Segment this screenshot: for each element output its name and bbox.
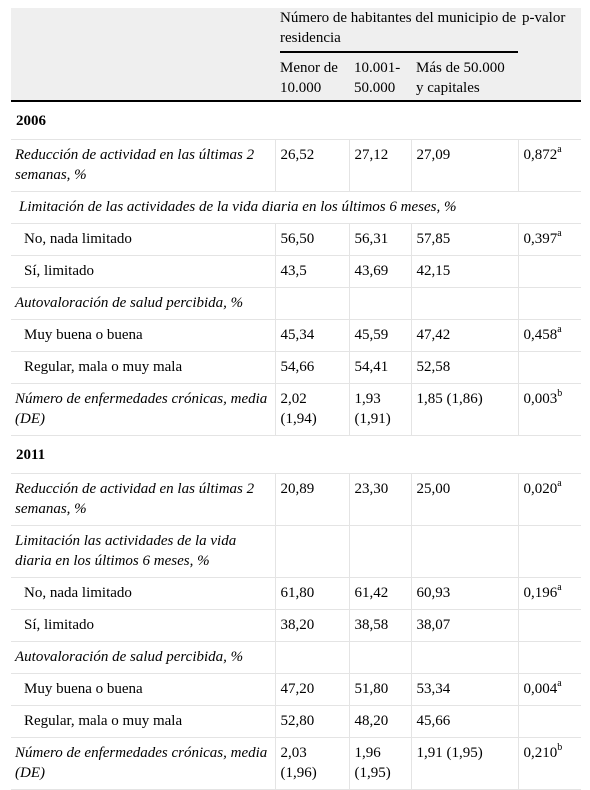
- cell-value-3: 57,85: [411, 224, 518, 256]
- cell-value-2: [349, 526, 411, 578]
- cell-value-3: 42,15: [411, 256, 518, 288]
- row-label: Reducción de actividad en las últimas 2 semanas, %: [11, 140, 275, 192]
- row-label: No, nada limitado: [11, 224, 275, 256]
- table-row: [11, 578, 581, 610]
- cell-value-1: [275, 642, 349, 674]
- pvalue-footnote-mark: a: [557, 228, 562, 239]
- data-table: [11, 8, 581, 790]
- cell-value-2: 51,80: [349, 674, 411, 706]
- table-row: [11, 140, 581, 192]
- cell-value-3: [411, 526, 518, 578]
- cell-value-1: 45,34: [275, 320, 349, 352]
- cell-value-3: 1,85 (1,86): [411, 384, 518, 436]
- pvalue-text: 0,397: [523, 231, 558, 247]
- pvalue-footnote-mark: b: [557, 742, 563, 753]
- row-label: Limitación de las actividades de la vida diaria en los últimos 6 meses, %: [11, 192, 581, 224]
- pvalue-footnote-mark: a: [557, 678, 562, 689]
- table-row: [11, 256, 581, 288]
- cell-value-2: [349, 642, 411, 674]
- pvalue-text: 0,196: [523, 585, 558, 601]
- pvalue-footnote-mark: b: [557, 388, 563, 399]
- cell-value-1: 56,50: [275, 224, 349, 256]
- cell-value-1: 43,5: [275, 256, 349, 288]
- table-row: [11, 610, 581, 642]
- cell-value-1: 54,66: [275, 352, 349, 384]
- cell-pvalue: [518, 320, 581, 352]
- cell-value-1: 52,80: [275, 706, 349, 738]
- cell-value-3: 45,66: [411, 706, 518, 738]
- cell-value-1: 26,52: [275, 140, 349, 192]
- row-label: Número de enfermedades crónicas, media (DE): [11, 384, 275, 436]
- pvalue-text: 0,458: [523, 327, 558, 343]
- cell-value-1: 2,02 (1,94): [275, 384, 349, 436]
- cell-value-2: 1,96 (1,95): [349, 738, 411, 790]
- table-header: [11, 8, 581, 101]
- row-label: Reducción de actividad en las últimas 2 semanas, %: [11, 474, 275, 526]
- pvalue-footnote-mark: a: [557, 582, 562, 593]
- column-header-medium: 10.001-50.000: [354, 60, 401, 96]
- table-row: [11, 320, 581, 352]
- cell-value-2: 48,20: [349, 706, 411, 738]
- cell-value-2: 38,58: [349, 610, 411, 642]
- cell-pvalue: [518, 140, 581, 192]
- column-header-large: Más de 50.000 y capitales: [416, 60, 505, 96]
- pvalue-text: 0,210: [523, 745, 558, 761]
- cell-value-2: 56,31: [349, 224, 411, 256]
- pvalue-text: 0,003: [523, 391, 558, 407]
- table-row: [11, 642, 581, 674]
- cell-value-1: 38,20: [275, 610, 349, 642]
- pvalue-text: 0,872: [523, 147, 558, 163]
- cell-value-3: 25,00: [411, 474, 518, 526]
- row-label: No, nada limitado: [11, 578, 275, 610]
- table-row: [11, 738, 581, 790]
- table-row: [11, 526, 581, 578]
- row-label: Sí, limitado: [11, 610, 275, 642]
- cell-value-3: 1,91 (1,95): [411, 738, 518, 790]
- cell-pvalue: [518, 384, 581, 436]
- cell-pvalue: [518, 256, 581, 288]
- cell-value-2: 27,12: [349, 140, 411, 192]
- year-heading: 2011: [11, 436, 581, 474]
- table-row: [11, 474, 581, 526]
- row-label: Limitación las actividades de la vida diaria en los últimos 6 meses, %: [11, 526, 275, 578]
- row-label: Autovaloración de salud percibida, %: [11, 288, 275, 320]
- cell-value-2: 43,69: [349, 256, 411, 288]
- cell-value-2: [349, 288, 411, 320]
- cell-pvalue: [518, 352, 581, 384]
- cell-value-3: [411, 288, 518, 320]
- table-row: [11, 288, 581, 320]
- cell-value-1: 61,80: [275, 578, 349, 610]
- cell-value-2: 61,42: [349, 578, 411, 610]
- year-heading: 2006: [11, 101, 581, 140]
- pvalue-footnote-mark: a: [557, 324, 562, 335]
- pvalue-text: 0,004: [523, 681, 558, 697]
- cell-pvalue: [518, 224, 581, 256]
- table-row: [11, 352, 581, 384]
- table-row: [11, 224, 581, 256]
- row-label: Número de enfermedades crónicas, media (DE): [11, 738, 275, 790]
- group-header: Número de habitantes del municipio de residencia: [280, 8, 518, 53]
- cell-pvalue: [518, 288, 581, 320]
- cell-pvalue: [518, 674, 581, 706]
- row-label: Sí, limitado: [11, 256, 275, 288]
- cell-pvalue: [518, 706, 581, 738]
- column-header-small: Menor de 10.000: [280, 60, 338, 96]
- cell-value-1: 20,89: [275, 474, 349, 526]
- cell-value-2: 45,59: [349, 320, 411, 352]
- cell-pvalue: [518, 474, 581, 526]
- pvalue-text: 0,020: [523, 481, 558, 497]
- cell-value-2: 23,30: [349, 474, 411, 526]
- table-row: [11, 192, 581, 224]
- row-label: Muy buena o buena: [11, 674, 275, 706]
- row-label: Regular, mala o muy mala: [11, 706, 275, 738]
- cell-value-2: 54,41: [349, 352, 411, 384]
- cell-value-2: 1,93 (1,91): [349, 384, 411, 436]
- row-label: Regular, mala o muy mala: [11, 352, 275, 384]
- cell-pvalue: [518, 642, 581, 674]
- cell-pvalue: [518, 610, 581, 642]
- cell-value-3: 52,58: [411, 352, 518, 384]
- pvalue-header: p-valor: [522, 10, 566, 26]
- cell-value-3: 60,93: [411, 578, 518, 610]
- cell-value-1: 2,03 (1,96): [275, 738, 349, 790]
- table-row: [11, 706, 581, 738]
- cell-value-3: 53,34: [411, 674, 518, 706]
- row-label: Autovaloración de salud percibida, %: [11, 642, 275, 674]
- cell-pvalue: [518, 578, 581, 610]
- cell-value-1: [275, 526, 349, 578]
- cell-value-1: [275, 288, 349, 320]
- pvalue-footnote-mark: a: [557, 144, 562, 155]
- table-row: [11, 384, 581, 436]
- table-row: [11, 674, 581, 706]
- cell-pvalue: [518, 526, 581, 578]
- cell-value-3: [411, 642, 518, 674]
- cell-value-1: 47,20: [275, 674, 349, 706]
- cell-value-3: 27,09: [411, 140, 518, 192]
- table-body: [11, 101, 581, 790]
- cell-value-3: 38,07: [411, 610, 518, 642]
- row-label: Muy buena o buena: [11, 320, 275, 352]
- cell-value-3: 47,42: [411, 320, 518, 352]
- cell-pvalue: [518, 738, 581, 790]
- pvalue-footnote-mark: a: [557, 478, 562, 489]
